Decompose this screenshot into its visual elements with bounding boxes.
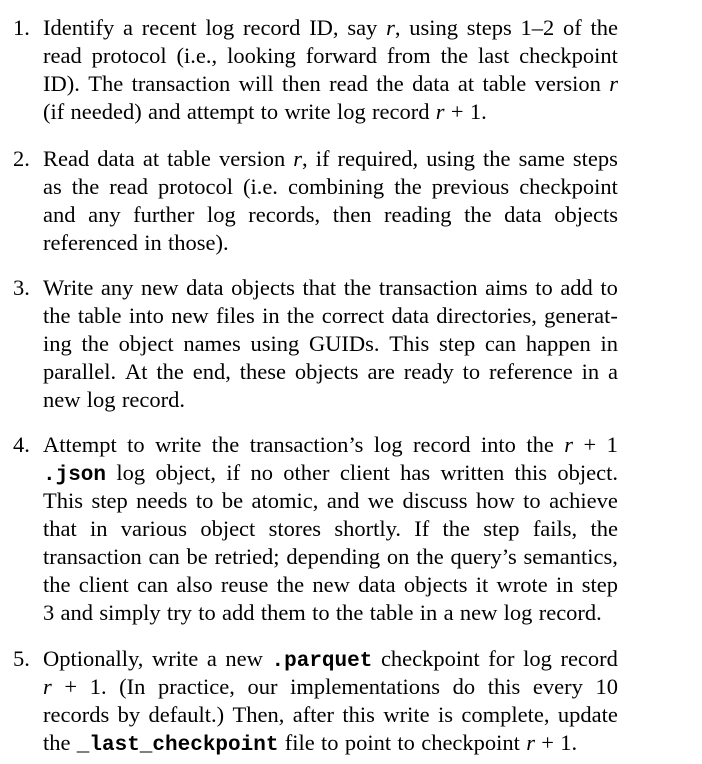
text-line: and any further log records, then reading the data objects <box>43 202 618 227</box>
text-line: ing the object names using GUIDs. This step can happen in <box>43 331 618 356</box>
text-line: 3 and simply try to add them to the table in a new log record. <box>43 600 602 625</box>
list-item-number: 2. <box>13 146 30 171</box>
text-line: new log record. <box>43 387 185 412</box>
text-line: Write any new data objects that the transaction aims to add to <box>43 275 618 300</box>
text-line: Attempt to write the transaction’s log record into the r + 1 <box>43 432 618 457</box>
list-item-number: 5. <box>13 646 30 671</box>
text-line: that in various object stores shortly. If the step fails, the <box>43 516 618 541</box>
text-line: Identify a recent log record ID, say r, using steps 1–2 of the <box>43 15 618 40</box>
text-line: r + 1. (In practice, our implementations do this every 10 <box>43 674 618 699</box>
text-line: transaction can be retried; depending on the query’s semantics, <box>43 544 618 569</box>
text-line: the client can also reuse the new data objects it wrote in step <box>43 572 618 597</box>
text-line: the _last_checkpoint file to point to checkpoint r + 1. <box>43 730 578 757</box>
text-line: the table into new files in the correct data directories, generat- <box>43 303 618 328</box>
text-line: ID). The transaction will then read the data at table version r <box>43 71 618 96</box>
list-item-number: 3. <box>13 275 30 300</box>
text-line: parallel. At the end, these objects are ready to reference in a <box>43 359 618 384</box>
text-line: records by default.) Then, after this write is complete, update <box>43 702 618 727</box>
text-line: .json log object, if no other client has written this object. <box>43 460 618 487</box>
list-item-number: 4. <box>13 432 30 457</box>
text-line: This step needs to be atomic, and we discuss how to achieve <box>43 488 618 513</box>
text-line: as the read protocol (i.e. combining the previous checkpoint <box>43 174 618 199</box>
list-item-number: 1. <box>13 15 30 40</box>
text-line: Optionally, write a new .parquet checkpoint for log record <box>43 646 618 673</box>
text-line: Read data at table version r, if required, using the same steps <box>43 146 618 171</box>
text-line: referenced in those). <box>43 230 229 255</box>
text-line: (if needed) and attempt to write log record r + 1. <box>43 99 487 124</box>
text-line: read protocol (i.e., looking forward from the last checkpoint <box>43 43 618 68</box>
